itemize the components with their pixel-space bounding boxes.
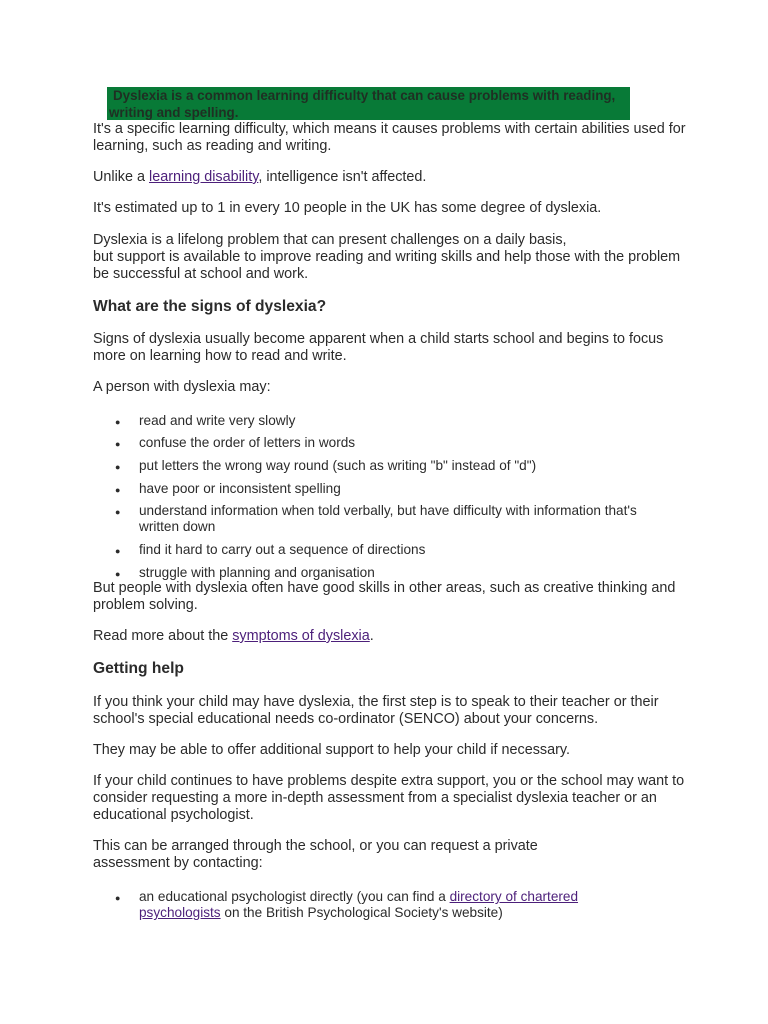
help-paragraph-2: They may be able to offer additional support to help your child if necessary. bbox=[93, 742, 571, 758]
banner-text: Dyslexia is a common learning difficulty that can cause problems with reading, writing and spelling. bbox=[109, 88, 616, 120]
bullet-icon: ● bbox=[115, 439, 121, 449]
bullet-icon: ● bbox=[115, 507, 121, 517]
intro-paragraph-4-line-1: Dyslexia is a lifelong problem that can present challenges on a daily basis, bbox=[93, 232, 567, 248]
signs-paragraph-4 bbox=[93, 628, 693, 645]
list-item: find it hard to carry out a sequence of directions bbox=[139, 542, 426, 557]
getting-help-heading: Getting help bbox=[93, 660, 184, 677]
directory-of-chartered-psychologists-link[interactable]: directory of chartered psychologists bbox=[139, 889, 579, 920]
intro-text: Unlike a bbox=[93, 169, 149, 185]
intro-paragraph-1: It's a specific learning difficulty, which means it causes problems with certain abilities used for learning, such as reading and writing. bbox=[93, 121, 686, 154]
list-item: confuse the order of letters in words bbox=[139, 435, 356, 450]
help-paragraph-1: If you think your child may have dyslexia, the first step is to speak to their teacher or their school's special educational needs co-ordinator (SENCO) about your concerns. bbox=[93, 694, 659, 727]
list-item: understand information when told verbally, but have difficulty with information that's written down bbox=[139, 503, 637, 534]
signs-text: Read more about the bbox=[93, 628, 233, 644]
bullet-icon: ● bbox=[115, 569, 121, 579]
signs-paragraph-1: Signs of dyslexia usually become apparent when a child starts school and begins to focus more on learning how to read and write. bbox=[93, 331, 664, 364]
symptoms-of-dyslexia-link[interactable]: symptoms of dyslexia bbox=[232, 628, 370, 644]
help-paragraph-3: If your child continues to have problems despite extra support, you or the school may want to consider requesting a more in-depth assessment from a specialist dyslexia teacher or an educational psychologist. bbox=[93, 773, 685, 823]
highlight-banner bbox=[107, 87, 630, 120]
signs-paragraph-2: A person with dyslexia may: bbox=[93, 379, 271, 395]
help-bullet-text: an educational psychologist directly (you can find a bbox=[139, 889, 450, 904]
intro-paragraph-4-line-2: but support is available to improve reading and writing skills and help those with the problem be successful at school and work. bbox=[93, 249, 681, 282]
intro-text: , intelligence isn't affected. bbox=[258, 169, 427, 185]
bullet-icon: ● bbox=[115, 893, 121, 903]
signs-paragraph-3: But people with dyslexia often have good skills in other areas, such as creative thinking and problem solving. bbox=[93, 580, 676, 613]
signs-text: . bbox=[369, 628, 374, 644]
bullet-icon: ● bbox=[115, 546, 121, 556]
signs-heading: What are the signs of dyslexia? bbox=[93, 298, 327, 315]
help-paragraph-4-line-1: This can be arranged through the school, or you can request a private bbox=[93, 838, 538, 854]
intro-paragraph-3: It's estimated up to 1 in every 10 people in the UK has some degree of dyslexia. bbox=[93, 200, 602, 216]
bullet-icon: ● bbox=[115, 462, 121, 472]
list-item: read and write very slowly bbox=[139, 413, 296, 428]
learning-disability-link[interactable]: learning disability bbox=[149, 169, 259, 185]
intro-paragraph-2 bbox=[93, 169, 693, 186]
list-item: put letters the wrong way round (such as writing "b" instead of "d") bbox=[139, 458, 537, 473]
help-bullet-text: on the British Psychological Society's website) bbox=[220, 905, 503, 920]
help-paragraph-4-line-2: assessment by contacting: bbox=[93, 855, 263, 871]
list-item: have poor or inconsistent spelling bbox=[139, 481, 341, 496]
list-item: struggle with planning and organisation bbox=[139, 565, 375, 580]
bullet-icon: ● bbox=[115, 485, 121, 495]
bullet-icon: ● bbox=[115, 417, 121, 427]
list-item bbox=[139, 889, 619, 921]
